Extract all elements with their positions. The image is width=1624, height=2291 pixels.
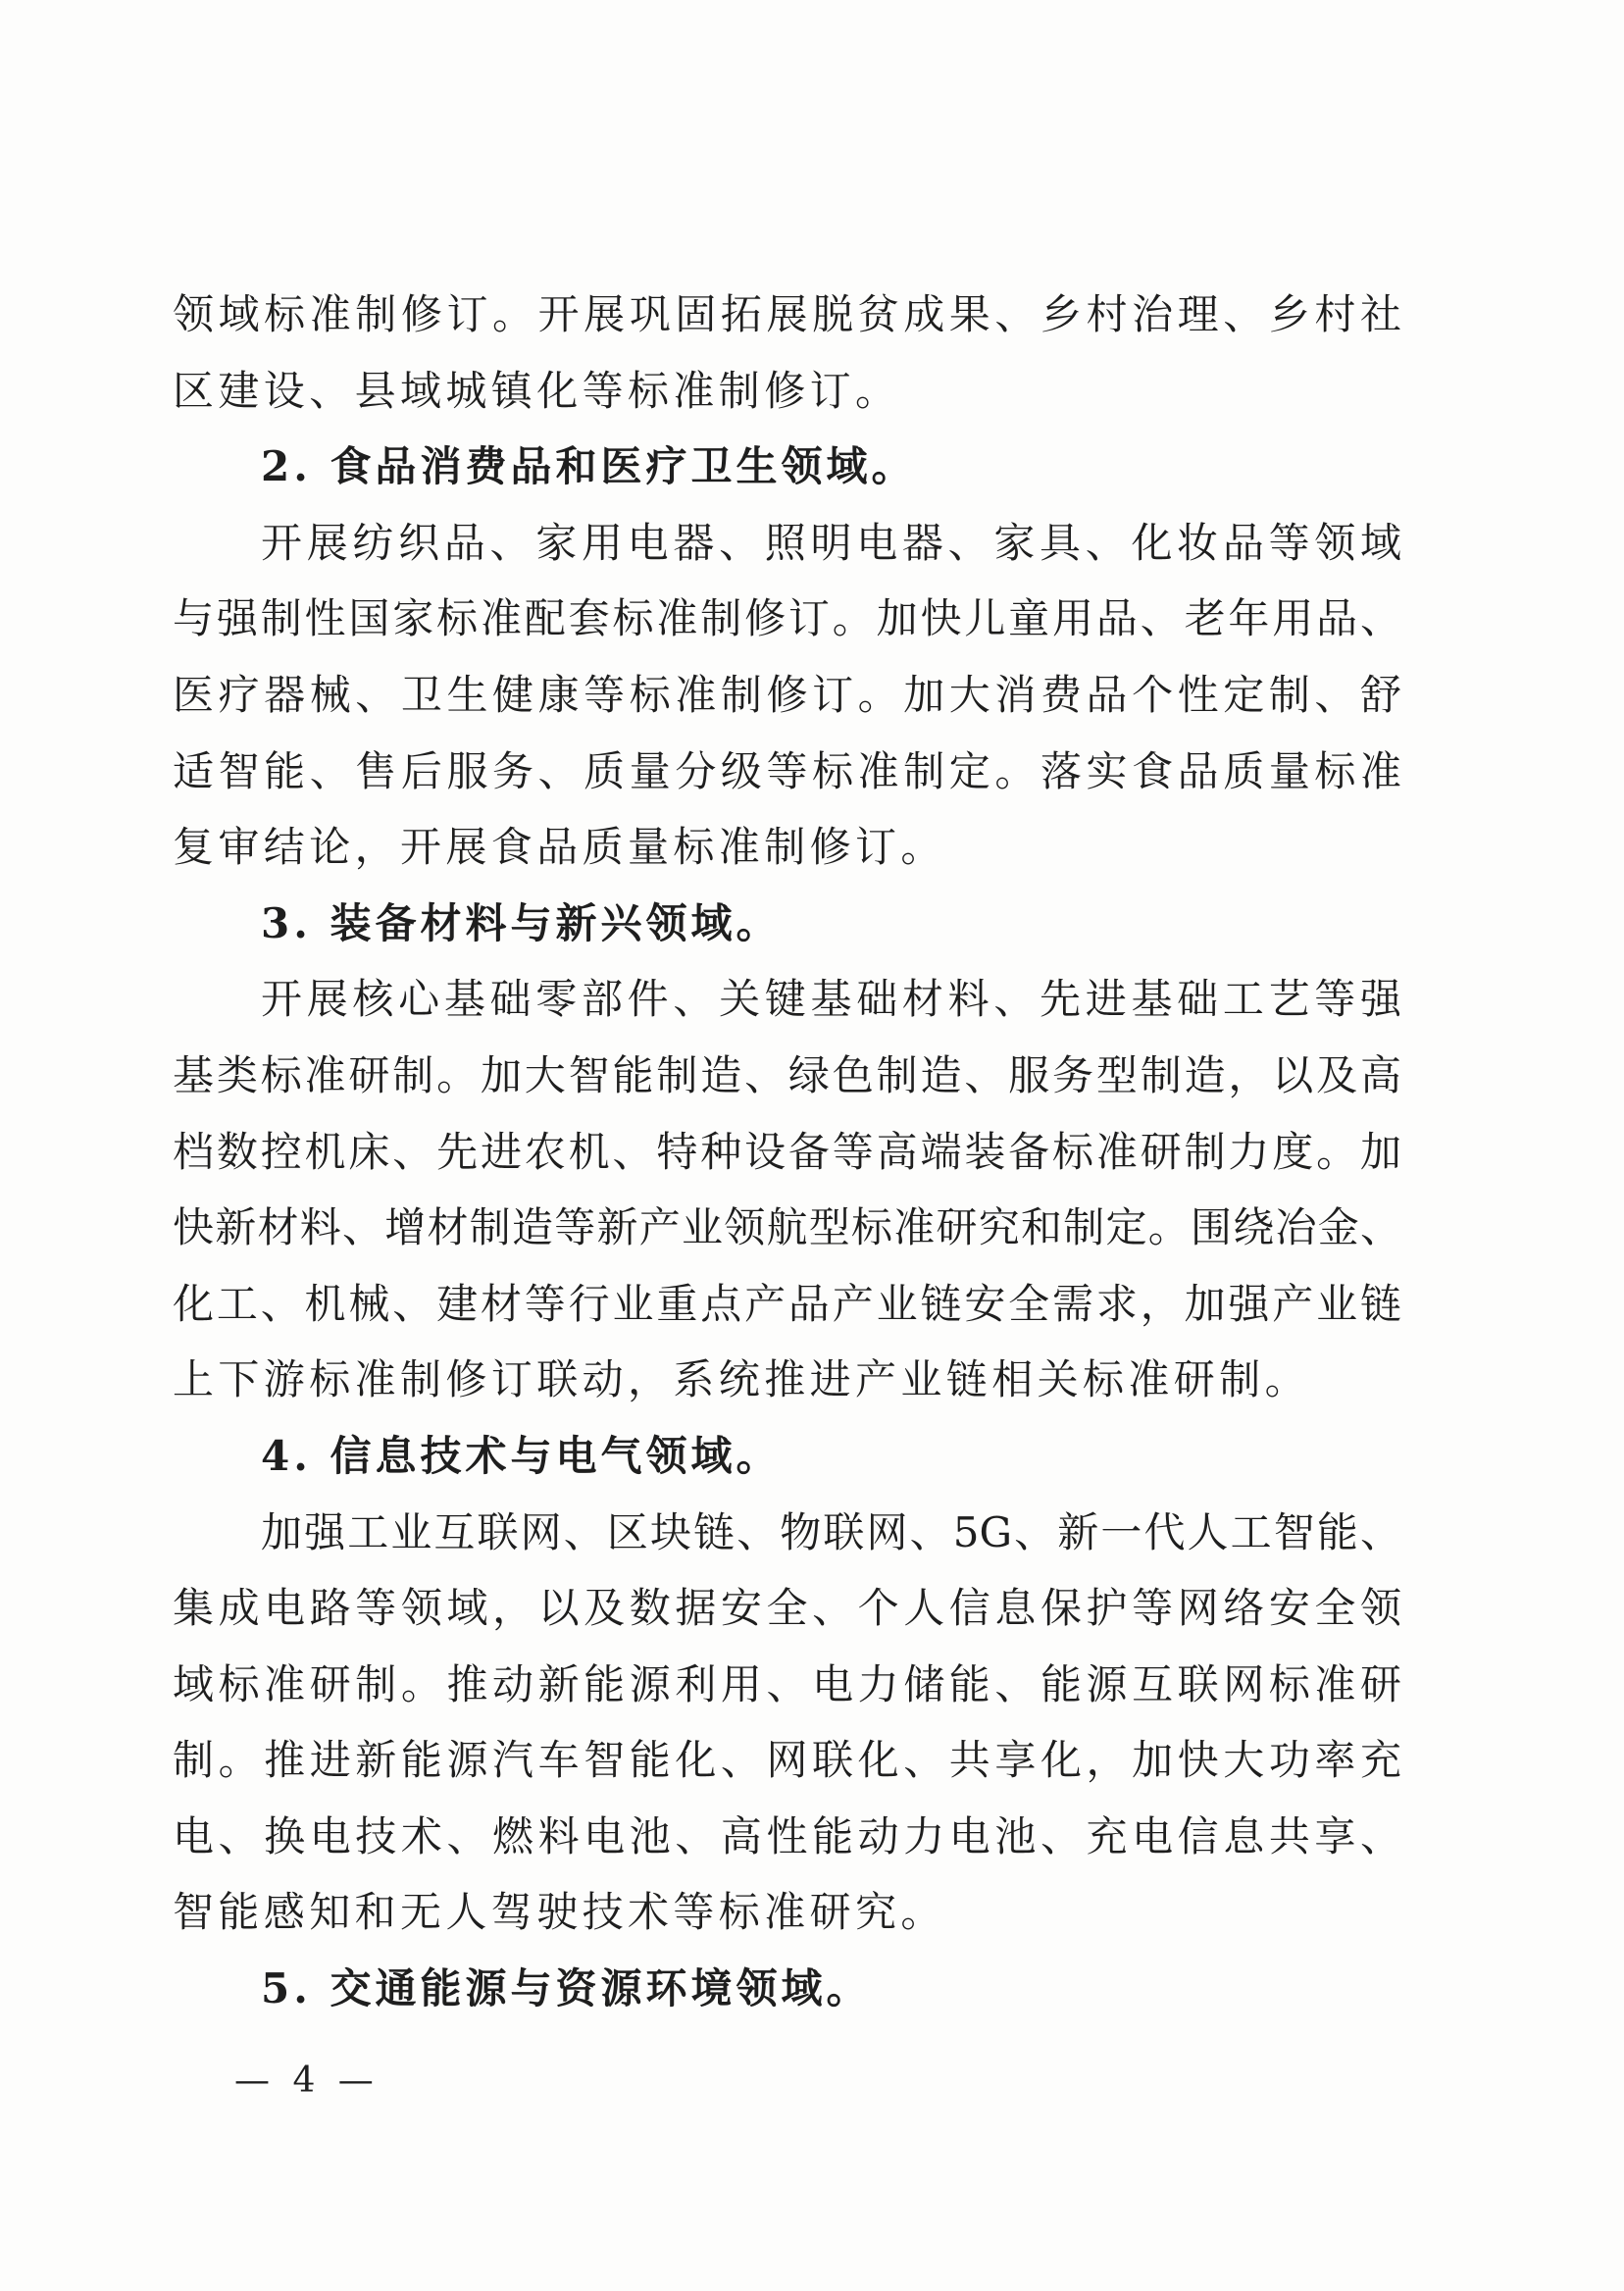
- text-line: 电、换电技术、燃料电池、高性能动力电池、充电信息共享、: [173, 1811, 1401, 1860]
- section-heading: 5. 交通能源与资源环境领域。: [261, 1964, 872, 2013]
- text-line: 适智能、售后服务、质量分级等标准制定。落实食品质量标准: [173, 746, 1401, 795]
- section-heading: 2. 食品消费品和医疗卫生领域。: [261, 442, 917, 491]
- text-line: 加强工业互联网、区块链、物联网、5G、新一代人工智能、: [261, 1507, 1401, 1556]
- text-line: 制。推进新能源汽车智能化、网联化、共享化，加快大功率充: [173, 1736, 1401, 1785]
- text-line: 化工、机械、建材等行业重点产品产业链安全需求，加强产业链: [173, 1279, 1401, 1328]
- body-text: [173, 277, 1401, 2027]
- text-line: 档数控机床、先进农机、特种设备等高端装备标准研制力度。加: [173, 1127, 1401, 1176]
- page-number: — 4 —: [234, 2061, 380, 2101]
- text-line: 领域标准制修订。开展巩固拓展脱贫成果、乡村治理、乡村社: [173, 290, 1401, 338]
- text-line: 复审结论，开展食品质量标准制修订。: [173, 823, 946, 872]
- text-line: 医疗器械、卫生健康等标准制修订。加大消费品个性定制、舒: [173, 670, 1401, 719]
- text-line: 上下游标准制修订联动，系统推进产业链相关标准研制。: [173, 1355, 1311, 1404]
- text-line: 智能感知和无人驾驶技术等标准研究。: [173, 1888, 946, 1937]
- text-line: 集成电路等领域，以及数据安全、个人信息保护等网络安全领: [173, 1584, 1401, 1633]
- section-heading: 3. 装备材料与新兴领域。: [261, 898, 782, 947]
- text-line: 开展纺织品、家用电器、照明电器、家具、化妆品等领域: [261, 518, 1401, 567]
- text-line: 开展核心基础零部件、关键基础材料、先进基础工艺等强: [261, 975, 1401, 1024]
- text-line: 与强制性国家标准配套标准制修订。加快儿童用品、老年用品、: [173, 594, 1401, 643]
- section-heading: 4. 信息技术与电气领域。: [261, 1431, 782, 1480]
- text-line: 基类标准研制。加大智能制造、绿色制造、服务型制造，以及高: [173, 1050, 1401, 1099]
- text-line: 域标准研制。推动新能源利用、电力储能、能源互联网标准研: [173, 1659, 1401, 1708]
- text-line: 快新材料、增材制造等新产业领航型标准研究和制定。围绕冶金、: [173, 1203, 1401, 1252]
- text-line: 区建设、县域城镇化等标准制修订。: [173, 366, 901, 415]
